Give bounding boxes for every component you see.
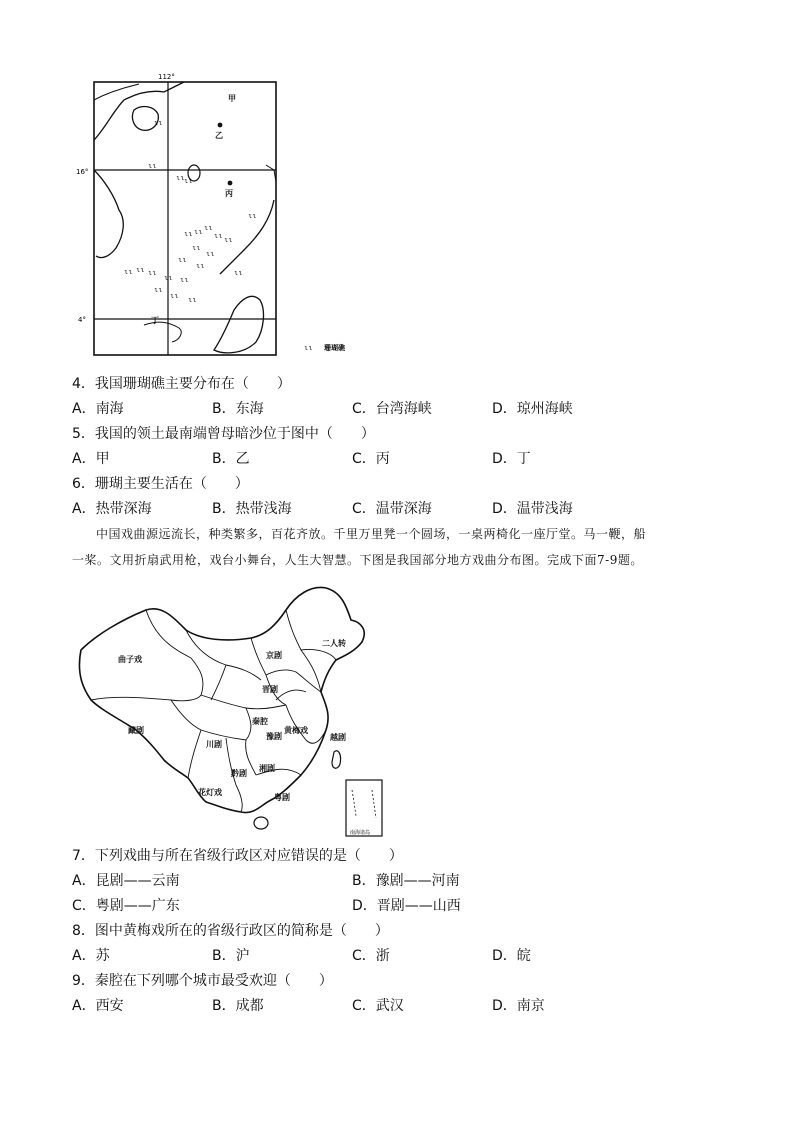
svg-text:ɩɩ: ɩɩ <box>194 228 203 236</box>
question-7-option-d[interactable]: D．晋剧——山西 <box>352 898 461 914</box>
point-bing: 丙 <box>225 189 233 198</box>
question-9-stem: 9．秦腔在下列哪个城市最受欢迎（ ） <box>72 973 333 989</box>
kalimantan-coast <box>214 296 263 352</box>
china-outline <box>79 587 364 812</box>
question-7-option-c[interactable]: C．粤剧——广东 <box>72 898 180 914</box>
taiwan-island <box>332 751 341 769</box>
label-qianju: 黔剧 <box>231 769 247 778</box>
coast-detail <box>94 84 139 100</box>
question-9-option-a[interactable]: A．西安 <box>72 998 124 1014</box>
question-7-stem: 7．下列戏曲与所在省级行政区对应错误的是（ ） <box>72 848 403 864</box>
label-jingju: 京剧 <box>266 651 282 660</box>
label-chuanju: 川剧 <box>206 740 222 749</box>
point-ding: 丁 <box>151 316 159 325</box>
south-sea-inset <box>346 780 382 836</box>
question-5-option-d[interactable]: D．丁 <box>492 451 531 467</box>
question-4-option-d[interactable]: D．琼州海峡 <box>492 401 573 417</box>
province-borders <box>91 610 336 812</box>
question-5-option-a[interactable]: A．甲 <box>72 451 110 467</box>
svg-text:ɩɩ: ɩɩ <box>136 266 145 274</box>
label-huangmeixi: 黄梅戏 <box>284 726 308 735</box>
reading-passage <box>72 521 722 573</box>
svg-text:ɩɩ: ɩɩ <box>170 292 179 300</box>
question-8-stem: 8．图中黄梅戏所在的省级行政区的简称是（ ） <box>72 923 389 939</box>
svg-text:ɩɩ: ɩɩ <box>154 119 163 127</box>
longitude-label: 112° <box>158 73 175 81</box>
point-yi: 乙 <box>215 131 223 140</box>
svg-text:ɩɩ: ɩɩ <box>248 212 257 220</box>
question-6-option-a[interactable]: A．热带深海 <box>72 501 152 517</box>
question-8-option-c[interactable]: C．浙 <box>352 948 390 964</box>
svg-text:ɩɩ: ɩɩ <box>154 286 163 294</box>
south-china-sea-map <box>76 70 374 360</box>
question-8-option-d[interactable]: D．皖 <box>492 948 531 964</box>
legend-reef-symbol: ɩɩ <box>304 344 313 352</box>
question-9-option-c[interactable]: C．武汉 <box>352 998 404 1014</box>
question-5-option-b[interactable]: B．乙 <box>212 451 250 467</box>
point-bing-dot <box>228 181 233 186</box>
inset-label: 南海诸岛 <box>350 830 371 836</box>
question-4-option-c[interactable]: C．台湾海峡 <box>352 401 432 417</box>
point-yi-dot <box>218 123 223 128</box>
question-7-option-a[interactable]: A．昆剧——云南 <box>72 873 180 889</box>
point-jia: 甲 <box>228 94 236 103</box>
svg-text:ɩɩ: ɩɩ <box>204 224 213 232</box>
passage-line-1: 中国戏曲源远流长，种类繁多，百花齐放。千里万里凳一个圆场，一桌两椅化一座厅堂。马一鞭，船 <box>96 527 647 541</box>
mainland-coast <box>94 82 184 140</box>
question-5-stem: 5．我国的领土最南端曾母暗沙位于图中（ ） <box>72 426 375 442</box>
question-4-option-b[interactable]: B．东海 <box>212 401 264 417</box>
question-8-option-a[interactable]: A．苏 <box>72 948 110 964</box>
label-qinqiang: 秦腔 <box>252 717 268 726</box>
question-4-option-a[interactable]: A．南海 <box>72 401 124 417</box>
philippines-coast <box>266 165 276 182</box>
svg-text:ɩɩ: ɩɩ <box>188 296 197 304</box>
lat-label-4: 4° <box>78 316 86 324</box>
question-6-option-d[interactable]: D．温带浅海 <box>492 501 573 517</box>
legend-reef-label: 珊瑚礁 <box>324 344 345 352</box>
label-yuju: 豫剧 <box>266 732 282 741</box>
svg-text:ɩɩ: ɩɩ <box>184 230 193 238</box>
question-9-option-b[interactable]: B．成都 <box>212 998 264 1014</box>
label-zangju: 藏剧 <box>128 726 144 735</box>
china-opera-map <box>76 580 386 842</box>
svg-text:ɩɩ: ɩɩ <box>184 177 193 185</box>
question-8-option-b[interactable]: B．沪 <box>212 948 250 964</box>
svg-text:ɩɩ: ɩɩ <box>148 269 157 277</box>
question-6-stem: 6．珊瑚主要生活在（ ） <box>72 476 249 492</box>
svg-text:ɩɩ: ɩɩ <box>124 268 133 276</box>
label-yueju-zhejiang: 越剧 <box>330 733 346 742</box>
svg-text:ɩɩ: ɩɩ <box>206 250 215 258</box>
question-5-option-c[interactable]: C．丙 <box>352 451 390 467</box>
svg-text:ɩɩ: ɩɩ <box>176 174 185 182</box>
svg-text:ɩɩ: ɩɩ <box>234 269 243 277</box>
svg-text:ɩɩ: ɩɩ <box>196 262 205 270</box>
question-4-stem: 4．我国珊瑚礁主要分布在（ ） <box>72 376 291 392</box>
svg-text:ɩɩ: ɩɩ <box>192 244 201 252</box>
svg-text:ɩɩ: ɩɩ <box>214 232 223 240</box>
hainan-island <box>254 817 268 829</box>
passage-line-2: 一桨。文用折扇武用枪，戏台小舞台，人生大智慧。下图是我国部分地方戏曲分布图。完成下面7-9题。 <box>72 553 643 567</box>
label-quzixi: 曲子戏 <box>118 655 142 664</box>
svg-text:ɩɩ: ɩɩ <box>180 276 189 284</box>
coral-reef-symbols <box>124 119 256 304</box>
question-6-option-c[interactable]: C．温带深海 <box>352 501 432 517</box>
peninsula-coast <box>144 322 181 342</box>
label-errenzhuan: 二人转 <box>322 639 346 648</box>
question-7-option-b[interactable]: B．豫剧——河南 <box>352 873 460 889</box>
label-huadengxi: 花灯戏 <box>198 788 222 797</box>
inset-boundary <box>352 790 376 818</box>
question-6-option-b[interactable]: B．热带浅海 <box>212 501 292 517</box>
svg-text:ɩɩ: ɩɩ <box>178 256 187 264</box>
indochina-coast <box>94 170 123 258</box>
svg-text:ɩɩ: ɩɩ <box>224 236 233 244</box>
lat-label-16: 16° <box>76 168 89 176</box>
label-xiangju: 湘剧 <box>259 764 275 773</box>
svg-text:ɩɩ: ɩɩ <box>148 162 157 170</box>
label-jinju: 晋剧 <box>262 685 278 694</box>
svg-text:ɩɩ: ɩɩ <box>164 274 173 282</box>
label-yueju-guangdong: 粤剧 <box>274 793 290 802</box>
question-9-option-d[interactable]: D．南京 <box>492 998 545 1014</box>
